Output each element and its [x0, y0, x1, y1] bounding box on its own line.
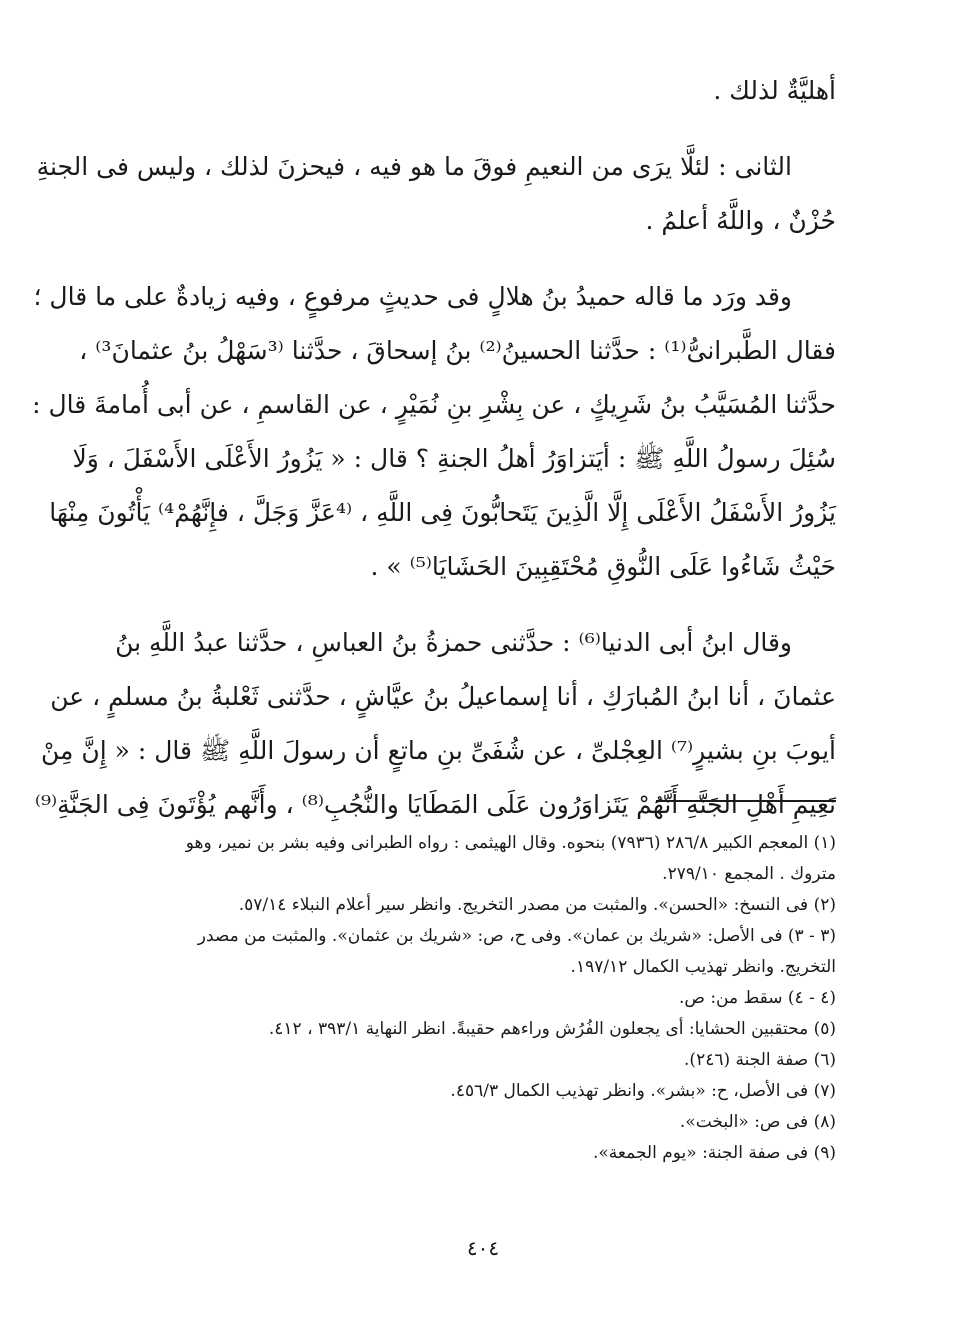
footnotes — [118, 828, 836, 1169]
footnote: (٦) صفة الجنة (٢٤٦). — [684, 1050, 836, 1070]
footnote: (١) المعجم الكبير ٢٨٦/٨ (٧٩٣٦) بنحوه. وقال الهيثمى : رواه الطبرانى وفيه بشر بن نمير، وهو — [185, 833, 836, 853]
text-line: الثانى : لئلَّا يرَى من النعيمِ فوقَ ما هو فيه ، فيحزنَ لذلك ، وليس فى الجنةِ — [36, 152, 792, 181]
footnote: التخريج. وانظر تهذيب الكمال ١٩٧/١٢. — [570, 957, 836, 977]
footnote-separator — [656, 800, 836, 802]
text-line: حدَّثنا المُسَيَّبُ بنُ شَرِيكٍ ، عن بِشْرِ بنِ نُمَيْرٍ ، عن القاسمِ ، عن أبى أُمامةَ قال : — [32, 390, 836, 419]
footnote: متروك . المجمع ٢٧٩/١٠. — [662, 864, 836, 884]
footnote: (٧) فى الأصل، ح: «بشر». وانظر تهذيب الكمال ٤٥٦/٣. — [450, 1081, 836, 1101]
footnote: (٩) فى صفة الجنة: «يوم الجمعة». — [593, 1143, 836, 1163]
footnote: (٤ - ٤) سقط من: ص. — [678, 988, 836, 1008]
text-line: فقال الطَّبرانىُّ⁽¹⁾ : حدَّثنا الحسينُ⁽²⁾ بنُ إسحاقَ ، حدَّثنا ⁽³سَهْلُ بنُ عثمانَ³⁾ ، — [79, 336, 836, 365]
text-line: حُزْنٌ ، واللَّهُ أعلمُ . — [645, 206, 836, 235]
text-line: وقال ابنُ أبى الدنيا⁽⁶⁾ : حدَّثنى حمزةُ بنُ العباسِ ، حدَّثنا عبدُ اللَّهِ بنُ — [115, 628, 792, 657]
page-number: ٤٠٤ — [466, 1236, 500, 1260]
text-line: يَزُورُ الأَسْفَلُ الأَعْلَى إِلَّا الَّذِينَ يَتَحابُّونَ فِى اللَّهِ ، ⁽⁴عَزَّ وَجَلَّ ، فإِنَّهُمْ⁴⁾ يَأْتُونَ مِنْهَا — [49, 498, 836, 527]
text-line: عثمانَ ، أنا ابنُ المُبارَكِ ، أنا إسماعيلُ بنُ عيَّاشٍ ، حدَّثنى ثَعْلبةُ بنُ مسلمٍ ، عن — [50, 682, 836, 711]
footnote: (٣ - ٣) فى الأصل: «شريك بن عمان». وفى ح، ص: «شريك بن عثمان». والمثبت من مصدر — [197, 926, 836, 946]
text-line: سُئِلَ رسولُ اللَّهِ ﷺ : أيَتزاوَرُ أهلُ الجنةِ ؟ قال : « يَزُورُ الأَعْلَى الأَسْفَلَ ، وَلَا — [72, 444, 836, 473]
text-line: أيوبَ بنِ بشيرٍ⁽⁷⁾ العِجْلىِّ ، عن شُفَىِّ بنِ ماتعٍ أن رسولَ اللَّهِ ﷺ قال : « إِنَّ مِنْ — [41, 736, 836, 765]
text-line: حَيْثُ شَاءُوا عَلَى النُّوقِ مُحْتَقِبِينَ الحَشَايَا⁽⁵⁾ » . — [370, 552, 836, 581]
text-line: وقد ورَد ما قاله حميدُ بنُ هلالٍ فى حديثٍ مرفوعٍ ، وفيه زيادةٌ على ما قال ؛ — [33, 282, 792, 311]
text-line: أهليَّةٌ لذلك . — [713, 76, 836, 105]
footnote: (٥) محتقبين الحشايا: أى يجعلون الفُرُش وراءهم حقيبةً. انظر النهاية ٣٩٣/١ ، ٤١٢. — [268, 1019, 836, 1039]
main-text — [32, 64, 836, 832]
footnote: (٨) فى ص: «البخت». — [679, 1112, 836, 1132]
text-line: نَعِيمِ أَهْلِ الجَنَّةِ أَنَّهُمْ يَتَزاوَرُون عَلَى المَطَايَا والنُّجُبِ⁽⁸⁾ ، وأَنَّهم يُؤْتَونَ فِى الجَنَّةِ⁽⁹⁾ — [34, 790, 836, 819]
footnote: (٢) فى النسخ: «الحسن». والمثبت من مصدر التخريج. وانظر سير أعلام النبلاء ٥٧/١٤. — [238, 895, 836, 915]
